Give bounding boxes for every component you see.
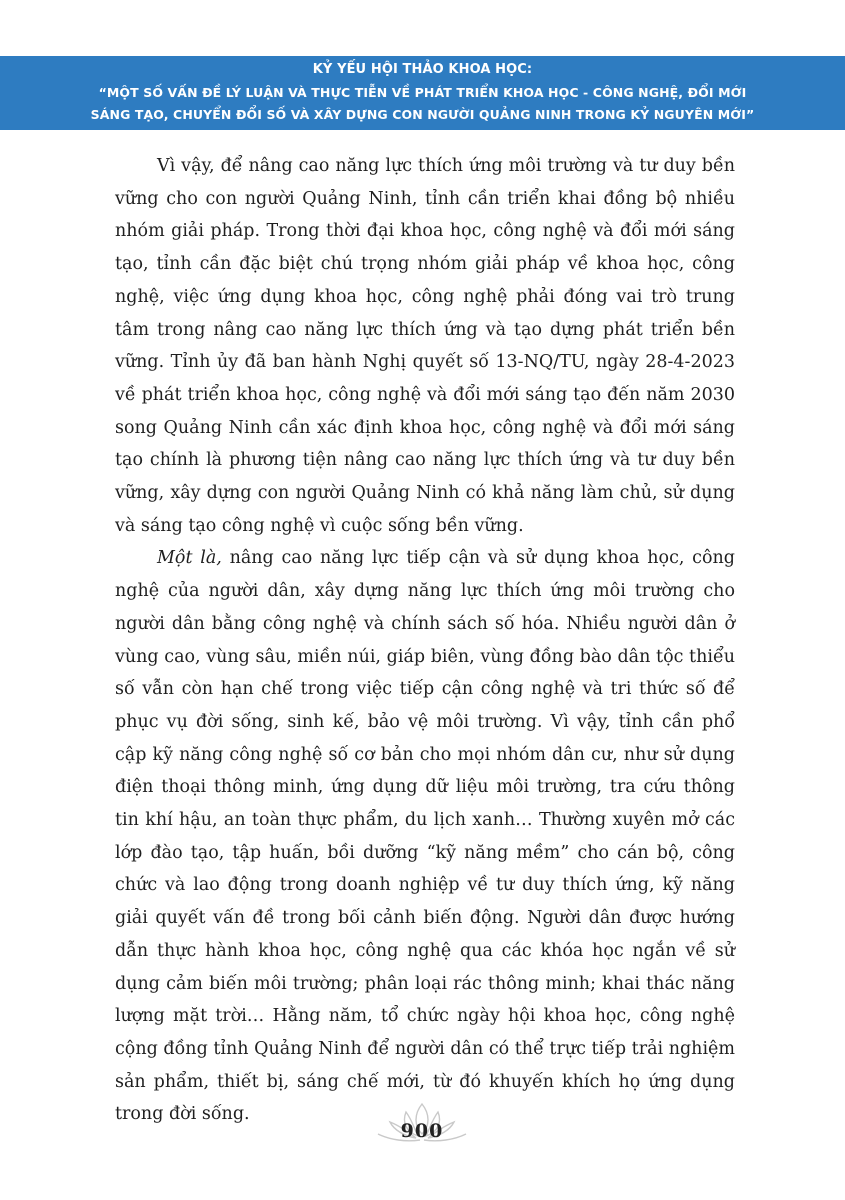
header-subtitle-line-2: SÁNG TẠO, CHUYỂN ĐỔI SỐ VÀ XÂY DỰNG CON NGƯỜI QUẢNG NINH TRONG KỶ NGUYÊN MỚI”: [90, 107, 755, 122]
paragraph-2: [115, 542, 735, 1131]
header-subtitle-line-1: “MỘT SỐ VẤN ĐỀ LÝ LUẬN VÀ THỰC TIỄN VỀ PHÁT TRIỂN KHOA HỌC - CÔNG NGHỆ, ĐỔI MỚI: [98, 85, 747, 100]
page-number: 900: [400, 1120, 444, 1142]
running-header: [0, 56, 845, 130]
paragraph-1: Vì vậy, để nâng cao năng lực thích ứng môi trường và tư duy bền vững cho con người Quảng Ninh, tỉnh cần triển khai đồng bộ nhiều nhóm giải pháp. Trong thời đại khoa học, công nghệ và đổi mới sáng tạo, tỉnh cần đặc biệt chú trọng nhóm giải pháp về khoa học, công nghệ, việc ứng dụng khoa học, công nghệ phải đóng vai trò trung tâm trong nâng cao năng lực thích ứng và tạo dựng phát triển bền vững. Tỉnh ủy đã ban hành Nghị quyết số 13-NQ/TU, ngày 28-4-2023 về phát triển khoa học, công nghệ và đổi mới sáng tạo đến năm 2030 song Quảng Ninh cần xác định khoa học, công nghệ và đổi mới sáng tạo chính là phương tiện nâng cao năng lực thích ứng và tư duy bền vững, xây dựng con người Quảng Ninh có khả năng làm chủ, sử dụng và sáng tạo công nghệ vì cuộc sống bền vững.: [115, 156, 735, 536]
paragraph-2-text: nâng cao năng lực tiếp cận và sử dụng khoa học, công nghệ của người dân, xây dựng năng lực thích ứng môi trường cho người dân bằng công nghệ và chính sách số hóa. Nhiều người dân ở vùng cao, vùng sâu, miền núi, giáp biên, vùng đồng bào dân tộc thiểu số vẫn còn hạn chế trong việc tiếp cận công nghệ và tri thức số để phục vụ đời sống, sinh kế, bảo vệ môi trường. Vì vậy, tỉnh cần phổ cập kỹ năng công nghệ số cơ bản cho mọi nhóm dân cư, như sử dụng điện thoại thông minh, ứng dụng dữ liệu môi trường, tra cứu thông tin khí hậu, an toàn thực phẩm, du lịch xanh… Thường xuyên mở các lớp đào tạo, tập huấn, bồi dưỡng “kỹ năng mềm” cho cán bộ, công chức và lao động trong doanh nghiệp về tư duy thích ứng, kỹ năng giải quyết vấn đề trong bối cảnh biến động. Người dân được hướng dẫn thực hành khoa học, công nghệ qua các khóa học ngắn về sử dụng cảm biến môi trường; phân loại rác thông minh; khai thác năng lượng mặt trời… Hằng năm, tổ chức ngày hội khoa học, công nghệ cộng đồng tỉnh Quảng Ninh để người dân có thể trực tiếp trải nghiệm sản phẩm, thiết bị, sáng chế mới, từ đó khuyến khích họ ứng dụng trong đời sống.: [115, 548, 735, 1125]
header-title: KỶ YẾU HỘI THẢO KHOA HỌC:: [312, 62, 533, 77]
body-text: [115, 150, 735, 1131]
paragraph-2-lead: Một là,: [157, 548, 222, 569]
